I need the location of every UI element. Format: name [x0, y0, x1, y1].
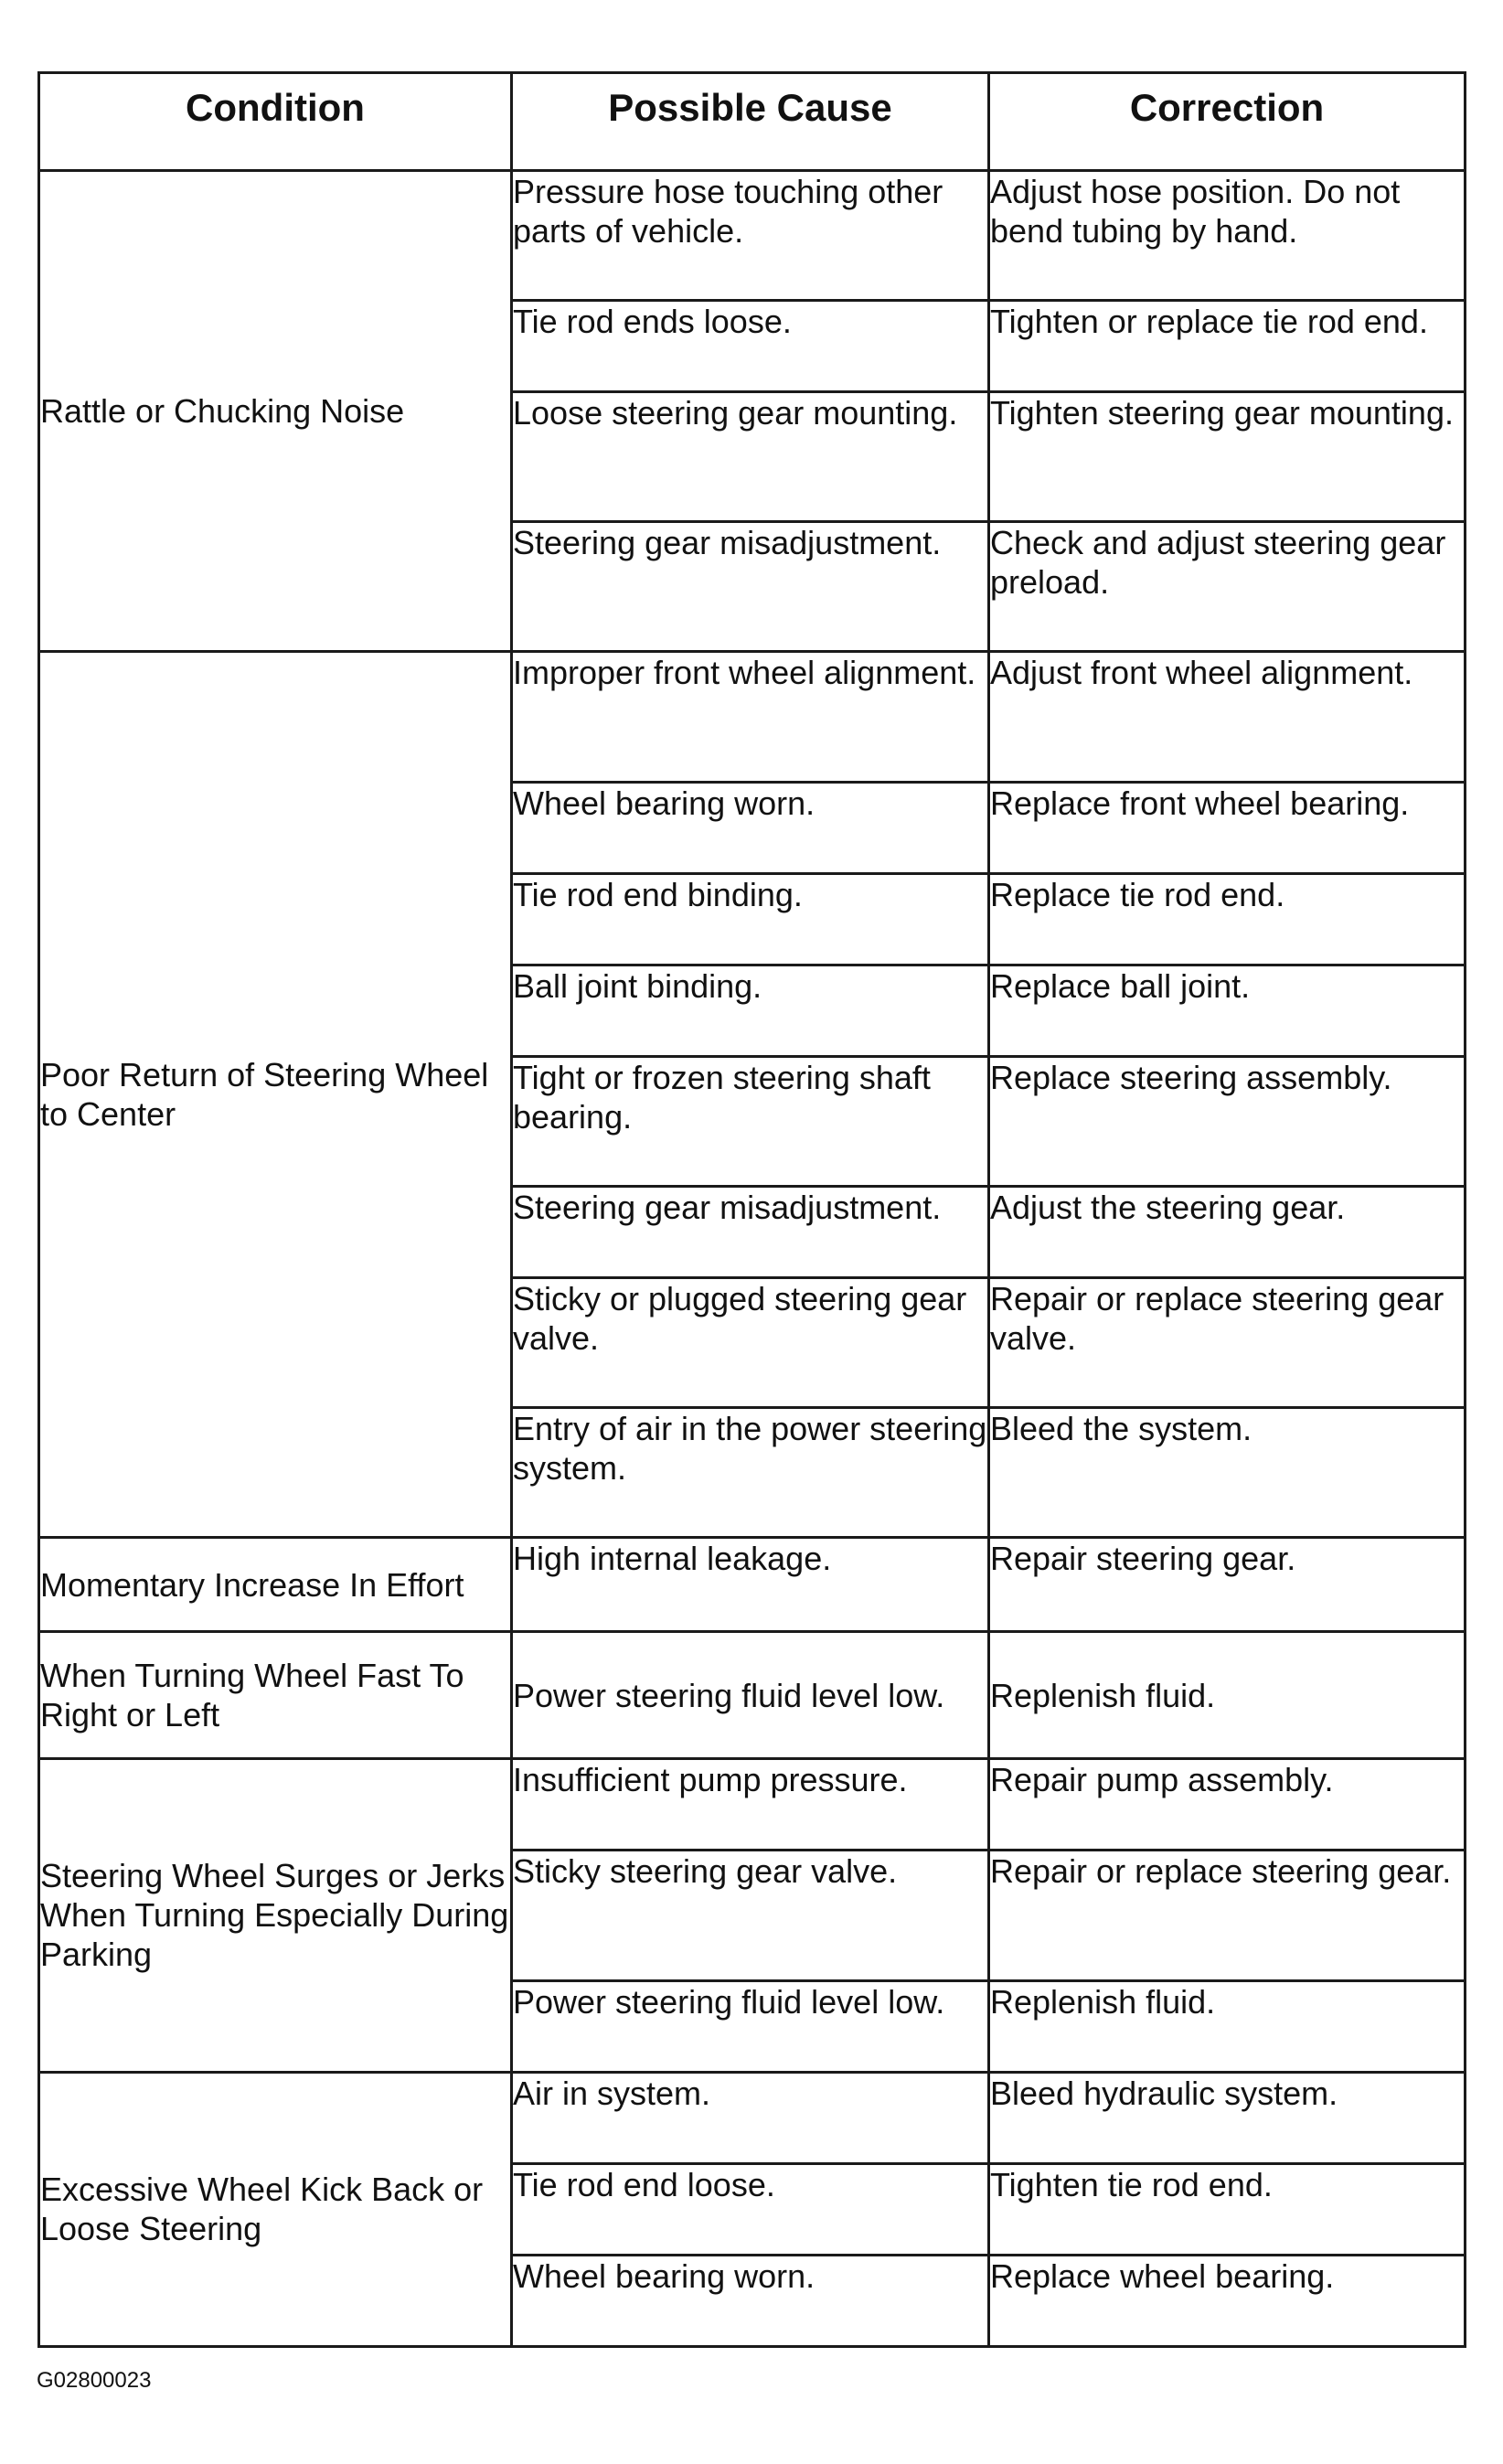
correction-cell: Replace front wheel bearing.	[989, 782, 1466, 873]
cause-cell: Air in system.	[512, 2072, 989, 2163]
table-row	[39, 1632, 1466, 1759]
condition-cell: Rattle or Chucking Noise	[39, 171, 512, 652]
cause-cell: Loose steering gear mounting.	[512, 392, 989, 522]
correction-cell: Tighten or replace tie rod end.	[989, 301, 1466, 392]
cause-cell: Sticky or plugged steering gear valve.	[512, 1277, 989, 1407]
cause-cell: Tie rod end binding.	[512, 873, 989, 965]
figure-code: G02800023	[37, 2368, 152, 2393]
correction-cell: Repair or replace steering gear valve.	[989, 1277, 1466, 1407]
correction-cell: Replenish fluid.	[989, 1632, 1466, 1759]
correction-cell: Tighten steering gear mounting.	[989, 392, 1466, 522]
correction-cell: Replace wheel bearing.	[989, 2255, 1466, 2346]
table-row	[39, 2072, 1466, 2163]
table-row	[39, 1759, 1466, 1851]
cause-cell: Improper front wheel alignment.	[512, 652, 989, 782]
condition-cell: Steering Wheel Surges or Jerks When Turning Especially During Parking	[39, 1759, 512, 2072]
condition-cell: Excessive Wheel Kick Back or Loose Steering	[39, 2072, 512, 2346]
cause-cell: Insufficient pump pressure.	[512, 1759, 989, 1851]
table-row	[39, 171, 1466, 301]
correction-cell: Replace steering assembly.	[989, 1056, 1466, 1186]
correction-cell: Repair pump assembly.	[989, 1759, 1466, 1851]
cause-cell: Power steering fluid level low.	[512, 1980, 989, 2072]
correction-cell: Adjust the steering gear.	[989, 1186, 1466, 1277]
correction-cell: Adjust hose position. Do not bend tubing by hand.	[989, 171, 1466, 301]
troubleshooting-table	[37, 71, 1466, 2348]
cause-cell: Pressure hose touching other parts of vehicle.	[512, 171, 989, 301]
cause-cell: Steering gear misadjustment.	[512, 522, 989, 652]
correction-cell: Adjust front wheel alignment.	[989, 652, 1466, 782]
condition-cell: When Turning Wheel Fast To Right or Left	[39, 1632, 512, 1759]
cause-cell: Tie rod end loose.	[512, 2163, 989, 2255]
header-possible-cause: Possible Cause	[512, 73, 989, 171]
cause-cell: Sticky steering gear valve.	[512, 1851, 989, 1980]
correction-cell: Replace ball joint.	[989, 965, 1466, 1056]
cause-cell: Steering gear misadjustment.	[512, 1186, 989, 1277]
correction-cell: Replace tie rod end.	[989, 873, 1466, 965]
header-row	[39, 73, 1466, 171]
header-condition: Condition	[39, 73, 512, 171]
cause-cell: Tie rod ends loose.	[512, 301, 989, 392]
cause-cell: Entry of air in the power steering system.	[512, 1408, 989, 1538]
cause-cell: Wheel bearing worn.	[512, 782, 989, 873]
condition-cell: Poor Return of Steering Wheel to Center	[39, 652, 512, 1538]
correction-cell: Bleed the system.	[989, 1408, 1466, 1538]
correction-cell: Repair or replace steering gear.	[989, 1851, 1466, 1980]
correction-cell: Bleed hydraulic system.	[989, 2072, 1466, 2163]
table-row	[39, 652, 1466, 782]
correction-cell: Tighten tie rod end.	[989, 2163, 1466, 2255]
cause-cell: High internal leakage.	[512, 1538, 989, 1632]
table-row	[39, 1538, 1466, 1632]
correction-cell: Check and adjust steering gear preload.	[989, 522, 1466, 652]
cause-cell: Wheel bearing worn.	[512, 2255, 989, 2346]
cause-cell: Ball joint binding.	[512, 965, 989, 1056]
cause-cell: Tight or frozen steering shaft bearing.	[512, 1056, 989, 1186]
cause-cell: Power steering fluid level low.	[512, 1632, 989, 1759]
correction-cell: Repair steering gear.	[989, 1538, 1466, 1632]
correction-cell: Replenish fluid.	[989, 1980, 1466, 2072]
header-correction: Correction	[989, 73, 1466, 171]
condition-cell: Momentary Increase In Effort	[39, 1538, 512, 1632]
